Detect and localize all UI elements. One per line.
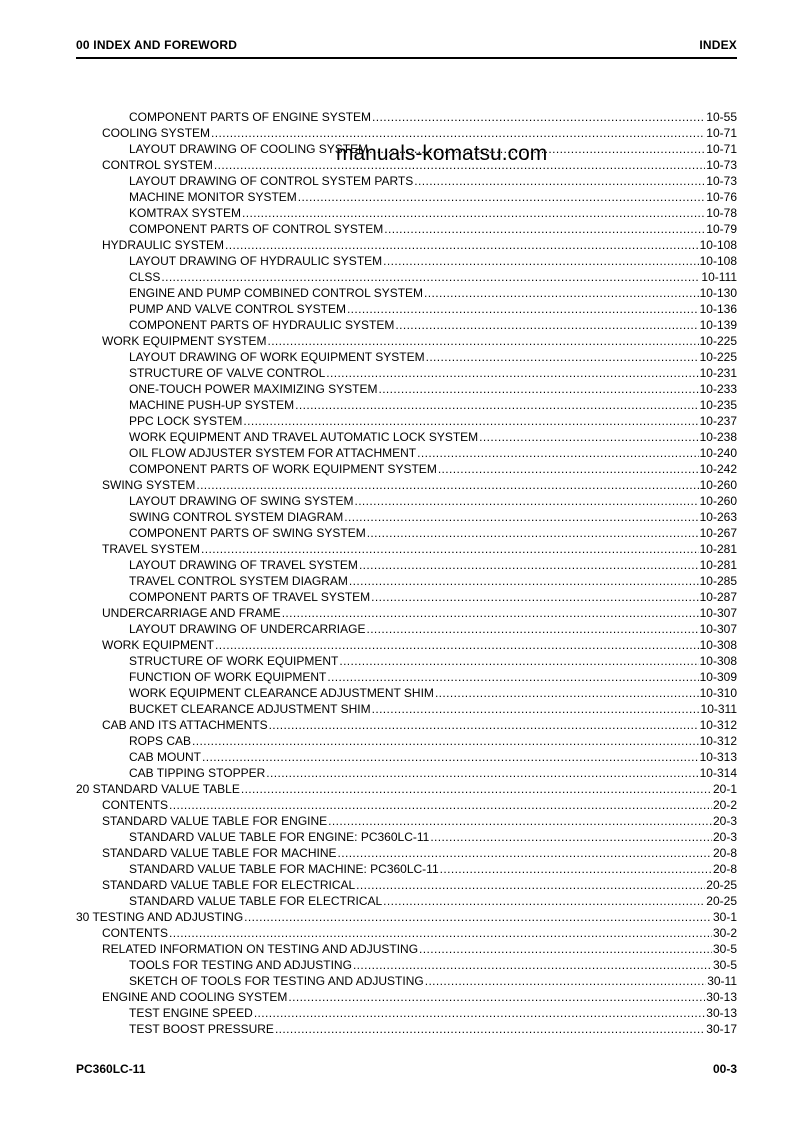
- toc-entry-page: 10-313: [699, 750, 737, 764]
- toc-entry-title: BUCKET CLEARANCE ADJUSTMENT SHIM: [129, 702, 371, 716]
- toc-entry[interactable]: [76, 573, 737, 589]
- toc-leader-dots: [383, 893, 705, 909]
- toc-entry[interactable]: [76, 109, 737, 125]
- toc-entry[interactable]: [76, 301, 737, 317]
- toc-entry-title: ROPS CAB: [129, 734, 192, 748]
- toc-entry-title: CLSS: [129, 270, 161, 284]
- toc-leader-dots: [215, 637, 699, 653]
- toc-entry-page: 10-312: [699, 734, 737, 748]
- toc-entry-page: 30-5: [712, 958, 737, 972]
- toc-entry[interactable]: [76, 1021, 737, 1037]
- toc-entry-page: 10-263: [699, 510, 737, 524]
- toc-entry[interactable]: [76, 365, 737, 381]
- toc-entry-page: 20-2: [712, 798, 737, 812]
- toc-entry-title: TEST BOOST PRESSURE: [129, 1022, 274, 1036]
- toc-entry-page: 30-5: [712, 942, 737, 956]
- toc-entry-title: HYDRAULIC SYSTEM: [102, 238, 225, 252]
- toc-leader-dots: [202, 749, 699, 765]
- toc-leader-dots: [254, 1005, 705, 1021]
- toc-entry-title: COOLING SYSTEM: [102, 126, 211, 140]
- toc-leader-dots: [328, 813, 712, 829]
- toc-entry[interactable]: [76, 861, 737, 877]
- toc-entry-page: 10-285: [699, 574, 737, 588]
- toc-leader-dots: [327, 669, 698, 685]
- toc-entry-page: 30-17: [706, 1022, 737, 1036]
- toc-entry-title: MACHINE PUSH-UP SYSTEM: [129, 398, 295, 412]
- toc-entry-page: 10-233: [699, 382, 737, 396]
- toc-leader-dots: [295, 397, 698, 413]
- toc-leader-dots: [366, 621, 698, 637]
- toc-leader-dots: [241, 781, 712, 797]
- toc-entry-title: FUNCTION OF WORK EQUIPMENT: [129, 670, 327, 684]
- toc-entry[interactable]: [76, 221, 737, 237]
- toc-entry[interactable]: [76, 781, 737, 797]
- toc-entry[interactable]: [76, 893, 737, 909]
- toc-entry-page: 20-25: [706, 878, 737, 892]
- toc-entry-title: 30 TESTING AND ADJUSTING: [76, 910, 244, 924]
- toc-leader-dots: [244, 909, 712, 925]
- toc-entry[interactable]: [76, 285, 737, 301]
- toc-entry[interactable]: [76, 717, 737, 733]
- footer-page-number: 00-3: [712, 1062, 737, 1076]
- toc-entry-page: 20-25: [706, 894, 737, 908]
- toc-entry[interactable]: [76, 125, 737, 141]
- toc-entry[interactable]: [76, 605, 737, 621]
- toc-entry-title: MACHINE MONITOR SYSTEM: [129, 190, 297, 204]
- toc-leader-dots: [288, 989, 705, 1005]
- toc-entry-page: 10-242: [699, 462, 737, 476]
- toc-leader-dots: [359, 557, 699, 573]
- toc-entry[interactable]: [76, 685, 737, 701]
- toc-entry[interactable]: [76, 701, 737, 717]
- toc-leader-dots: [372, 109, 705, 125]
- toc-entry-title: CONTENTS: [102, 926, 168, 940]
- toc-entry-page: 10-307: [699, 606, 737, 620]
- toc-leader-dots: [347, 301, 699, 317]
- toc-entry-title: COMPONENT PARTS OF SWING SYSTEM: [129, 526, 366, 540]
- toc-entry-title: ENGINE AND PUMP COMBINED CONTROL SYSTEM: [129, 286, 424, 300]
- toc-entry[interactable]: [76, 669, 737, 685]
- toc-leader-dots: [201, 541, 699, 557]
- toc-entry-title: STANDARD VALUE TABLE FOR ENGINE: PC360LC-11: [129, 830, 430, 844]
- toc-entry[interactable]: [76, 413, 737, 429]
- header-page-label: INDEX: [699, 38, 737, 52]
- toc-entry-page: 10-312: [699, 718, 737, 732]
- toc-leader-dots: [425, 973, 706, 989]
- toc-leader-dots: [266, 765, 698, 781]
- toc-entry-title: LAYOUT DRAWING OF TRAVEL SYSTEM: [129, 558, 358, 572]
- toc-entry[interactable]: [76, 813, 737, 829]
- toc-entry-page: 10-237: [699, 414, 737, 428]
- toc-entry-title: TRAVEL CONTROL SYSTEM DIAGRAM: [129, 574, 348, 588]
- toc-entry-title: KOMTRAX SYSTEM: [129, 206, 242, 220]
- toc-entry-title: LAYOUT DRAWING OF UNDERCARRIAGE: [129, 622, 366, 636]
- toc-leader-dots: [435, 685, 699, 701]
- toc-entry-title: CAB MOUNT: [129, 750, 201, 764]
- toc-entry[interactable]: [76, 429, 737, 445]
- toc-entry[interactable]: [76, 765, 737, 781]
- toc-entry-page: 10-55: [706, 110, 737, 124]
- toc-entry-page: 30-11: [707, 974, 737, 988]
- toc-entry-page: 10-136: [699, 302, 737, 316]
- toc-leader-dots: [430, 829, 712, 845]
- toc-leader-dots: [419, 941, 712, 957]
- toc-entry-title: TRAVEL SYSTEM: [102, 542, 201, 556]
- toc-entry-page: 10-78: [706, 206, 737, 220]
- toc-entry-page: 10-225: [699, 350, 737, 364]
- toc-leader-dots: [275, 1021, 705, 1037]
- toc-entry[interactable]: [76, 477, 737, 493]
- toc-entry-page: 10-267: [699, 526, 737, 540]
- toc-entry[interactable]: [76, 205, 737, 221]
- toc-leader-dots: [196, 477, 698, 493]
- toc-leader-dots: [338, 845, 712, 861]
- toc-leader-dots: [349, 573, 699, 589]
- toc-entry-page: 20-3: [712, 830, 737, 844]
- toc-leader-dots: [414, 173, 705, 189]
- toc-entry-title: STANDARD VALUE TABLE FOR ELECTRICAL: [102, 878, 356, 892]
- toc-entry-page: 10-308: [699, 654, 737, 668]
- toc-entry-page: 10-225: [699, 334, 737, 348]
- toc-entry-page: 10-73: [706, 158, 737, 172]
- toc-entry-title: LAYOUT DRAWING OF WORK EQUIPMENT SYSTEM: [129, 350, 425, 364]
- toc-entry-page: 10-311: [700, 702, 737, 716]
- toc-entry-title: UNDERCARRIAGE AND FRAME: [102, 606, 281, 620]
- toc-entry[interactable]: [76, 1005, 737, 1021]
- toc-leader-dots: [378, 381, 698, 397]
- toc-entry[interactable]: [76, 173, 737, 189]
- toc-entry-title: COMPONENT PARTS OF HYDRAULIC SYSTEM: [129, 318, 395, 332]
- toc-entry-title: COMPONENT PARTS OF WORK EQUIPMENT SYSTEM: [129, 462, 437, 476]
- toc-entry[interactable]: [76, 957, 737, 973]
- toc-entry-page: 10-71: [706, 142, 737, 156]
- toc-entry[interactable]: [76, 541, 737, 557]
- toc-entry-title: PPC LOCK SYSTEM: [129, 414, 243, 428]
- toc-entry-page: 30-1: [712, 910, 737, 924]
- toc-entry-title: COMPONENT PARTS OF TRAVEL SYSTEM: [129, 590, 371, 604]
- toc-entry[interactable]: [76, 269, 737, 285]
- toc-entry-title: STANDARD VALUE TABLE FOR ELECTRICAL: [129, 894, 383, 908]
- toc-entry[interactable]: [76, 381, 737, 397]
- toc-leader-dots: [367, 525, 699, 541]
- toc-leader-dots: [383, 253, 698, 269]
- toc-entry-title: 20 STANDARD VALUE TABLE: [76, 782, 240, 796]
- toc-entry-title: LAYOUT DRAWING OF CONTROL SYSTEM PARTS: [129, 174, 414, 188]
- toc-leader-dots: [242, 205, 705, 221]
- toc-entry-title: STANDARD VALUE TABLE FOR MACHINE: [102, 846, 337, 860]
- toc-leader-dots: [426, 349, 699, 365]
- toc-leader-dots: [267, 333, 698, 349]
- toc-entry-page: 10-287: [699, 590, 737, 604]
- toc-entry[interactable]: [76, 589, 737, 605]
- toc-entry[interactable]: [76, 733, 737, 749]
- toc-entry-page: 10-111: [701, 270, 737, 284]
- toc-entry[interactable]: [76, 189, 737, 205]
- toc-leader-dots: [269, 717, 699, 733]
- toc-entry[interactable]: [76, 653, 737, 669]
- toc-entry-page: 10-76: [706, 190, 737, 204]
- toc-entry[interactable]: [76, 253, 737, 269]
- toc-entry-title: STRUCTURE OF WORK EQUIPMENT: [129, 654, 339, 668]
- toc-entry-page: 10-139: [699, 318, 737, 332]
- toc-entry-title: WORK EQUIPMENT AND TRAVEL AUTOMATIC LOCK SYSTEM: [129, 430, 479, 444]
- toc-entry-page: 10-235: [699, 398, 737, 412]
- toc-entry-title: OIL FLOW ADJUSTER SYSTEM FOR ATTACHMENT: [129, 446, 417, 460]
- toc-entry-title: RELATED INFORMATION ON TESTING AND ADJUSTING: [102, 942, 419, 956]
- toc-entry[interactable]: [76, 349, 737, 365]
- toc-leader-dots: [417, 445, 698, 461]
- toc-entry-title: STANDARD VALUE TABLE FOR MACHINE: PC360LC-11: [129, 862, 439, 876]
- toc-leader-dots: [479, 429, 698, 445]
- toc-entry-page: 10-260: [699, 478, 737, 492]
- toc-entry-page: 10-238: [699, 430, 737, 444]
- toc-entry[interactable]: [76, 973, 737, 989]
- toc-entry[interactable]: [76, 989, 737, 1005]
- toc-entry[interactable]: [76, 493, 737, 509]
- toc-entry-title: LAYOUT DRAWING OF SWING SYSTEM: [129, 494, 354, 508]
- toc-leader-dots: [384, 221, 705, 237]
- toc-entry-title: SWING SYSTEM: [102, 478, 196, 492]
- toc-entry-title: COMPONENT PARTS OF CONTROL SYSTEM: [129, 222, 384, 236]
- table-of-contents: [76, 109, 737, 1037]
- toc-entry-title: STANDARD VALUE TABLE FOR ENGINE: [102, 814, 328, 828]
- toc-entry-page: 10-307: [699, 622, 737, 636]
- toc-entry-title: STRUCTURE OF VALVE CONTROL: [129, 366, 326, 380]
- toc-entry-title: COMPONENT PARTS OF ENGINE SYSTEM: [129, 110, 372, 124]
- header-section-title: 00 INDEX AND FOREWORD: [76, 38, 238, 52]
- toc-entry[interactable]: [76, 621, 737, 637]
- toc-leader-dots: [282, 605, 699, 621]
- toc-entry-title: WORK EQUIPMENT CLEARANCE ADJUSTMENT SHIM: [129, 686, 434, 700]
- toc-leader-dots: [440, 861, 712, 877]
- toc-entry[interactable]: [76, 461, 737, 477]
- toc-entry-page: 10-108: [699, 238, 737, 252]
- toc-entry-page: 10-108: [699, 254, 737, 268]
- toc-leader-dots: [243, 413, 698, 429]
- toc-entry[interactable]: [76, 333, 737, 349]
- toc-leader-dots: [169, 797, 712, 813]
- toc-entry[interactable]: [76, 445, 737, 461]
- footer-model: PC360LC-11: [76, 1062, 146, 1076]
- toc-entry[interactable]: [76, 749, 737, 765]
- toc-entry[interactable]: [76, 557, 737, 573]
- toc-entry-page: 10-71: [706, 126, 737, 140]
- toc-leader-dots: [161, 269, 700, 285]
- toc-entry-title: SKETCH OF TOOLS FOR TESTING AND ADJUSTING: [129, 974, 424, 988]
- toc-leader-dots: [356, 877, 705, 893]
- toc-leader-dots: [326, 365, 698, 381]
- toc-leader-dots: [211, 125, 705, 141]
- toc-leader-dots: [354, 493, 698, 509]
- toc-entry[interactable]: [76, 797, 737, 813]
- toc-entry[interactable]: [76, 237, 737, 253]
- toc-entry[interactable]: [76, 877, 737, 893]
- toc-entry-page: 10-310: [699, 686, 737, 700]
- toc-entry-page: 10-309: [699, 670, 737, 684]
- toc-entry-title: CONTROL SYSTEM: [102, 158, 213, 172]
- toc-entry-page: 10-79: [706, 222, 737, 236]
- toc-entry-page: 10-314: [699, 766, 737, 780]
- toc-leader-dots: [339, 653, 698, 669]
- toc-entry-title: CONTENTS: [102, 798, 168, 812]
- toc-entry-page: 20-1: [712, 782, 737, 796]
- toc-entry-title: WORK EQUIPMENT SYSTEM: [102, 334, 267, 348]
- toc-entry-page: 30-2: [712, 926, 737, 940]
- toc-entry-page: 10-281: [699, 542, 737, 556]
- toc-entry[interactable]: [76, 637, 737, 653]
- toc-entry[interactable]: [76, 941, 737, 957]
- toc-entry[interactable]: [76, 525, 737, 541]
- watermark: manuals-komatsu.com: [336, 142, 548, 165]
- toc-entry-page: 10-281: [699, 558, 737, 572]
- toc-entry[interactable]: [76, 909, 737, 925]
- toc-entry[interactable]: [76, 509, 737, 525]
- toc-leader-dots: [344, 509, 698, 525]
- toc-entry-title: LAYOUT DRAWING OF HYDRAULIC SYSTEM: [129, 254, 383, 268]
- toc-entry-page: 30-13: [706, 990, 737, 1004]
- toc-entry-page: 30-13: [706, 1006, 737, 1020]
- toc-leader-dots: [298, 189, 706, 205]
- toc-entry-page: 10-73: [706, 174, 737, 188]
- toc-leader-dots: [192, 733, 699, 749]
- toc-entry[interactable]: [76, 317, 737, 333]
- toc-leader-dots: [169, 925, 712, 941]
- toc-leader-dots: [371, 589, 698, 605]
- toc-entry-title: LAYOUT DRAWING OF COOLING SYSTEM: [129, 142, 369, 156]
- toc-entry-title: ONE-TOUCH POWER MAXIMIZING SYSTEM: [129, 382, 378, 396]
- toc-entry-page: 20-3: [712, 814, 737, 828]
- toc-leader-dots: [395, 317, 698, 333]
- toc-leader-dots: [225, 237, 699, 253]
- toc-entry-page: 10-260: [699, 494, 737, 508]
- toc-entry-title: WORK EQUIPMENT: [102, 638, 215, 652]
- toc-entry-title: CAB AND ITS ATTACHMENTS: [102, 718, 268, 732]
- toc-leader-dots: [353, 957, 712, 973]
- toc-entry-page: 10-231: [699, 366, 737, 380]
- toc-entry-title: TOOLS FOR TESTING AND ADJUSTING: [129, 958, 352, 972]
- toc-leader-dots: [438, 461, 699, 477]
- toc-entry-title: PUMP AND VALVE CONTROL SYSTEM: [129, 302, 346, 316]
- toc-entry-title: SWING CONTROL SYSTEM DIAGRAM: [129, 510, 344, 524]
- toc-entry-page: 10-130: [699, 286, 737, 300]
- page-header: [76, 37, 737, 59]
- toc-entry-page: 20-8: [712, 862, 737, 876]
- toc-leader-dots: [424, 285, 699, 301]
- toc-entry-page: 10-240: [699, 446, 737, 460]
- toc-entry-title: ENGINE AND COOLING SYSTEM: [102, 990, 288, 1004]
- toc-leader-dots: [372, 701, 700, 717]
- toc-entry[interactable]: [76, 397, 737, 413]
- toc-entry-title: CAB TIPPING STOPPER: [129, 766, 266, 780]
- toc-entry[interactable]: [76, 845, 737, 861]
- toc-entry-page: 20-8: [712, 846, 737, 860]
- toc-entry-page: 10-308: [699, 638, 737, 652]
- toc-entry[interactable]: [76, 925, 737, 941]
- toc-entry-title: TEST ENGINE SPEED: [129, 1006, 253, 1020]
- toc-entry[interactable]: [76, 829, 737, 845]
